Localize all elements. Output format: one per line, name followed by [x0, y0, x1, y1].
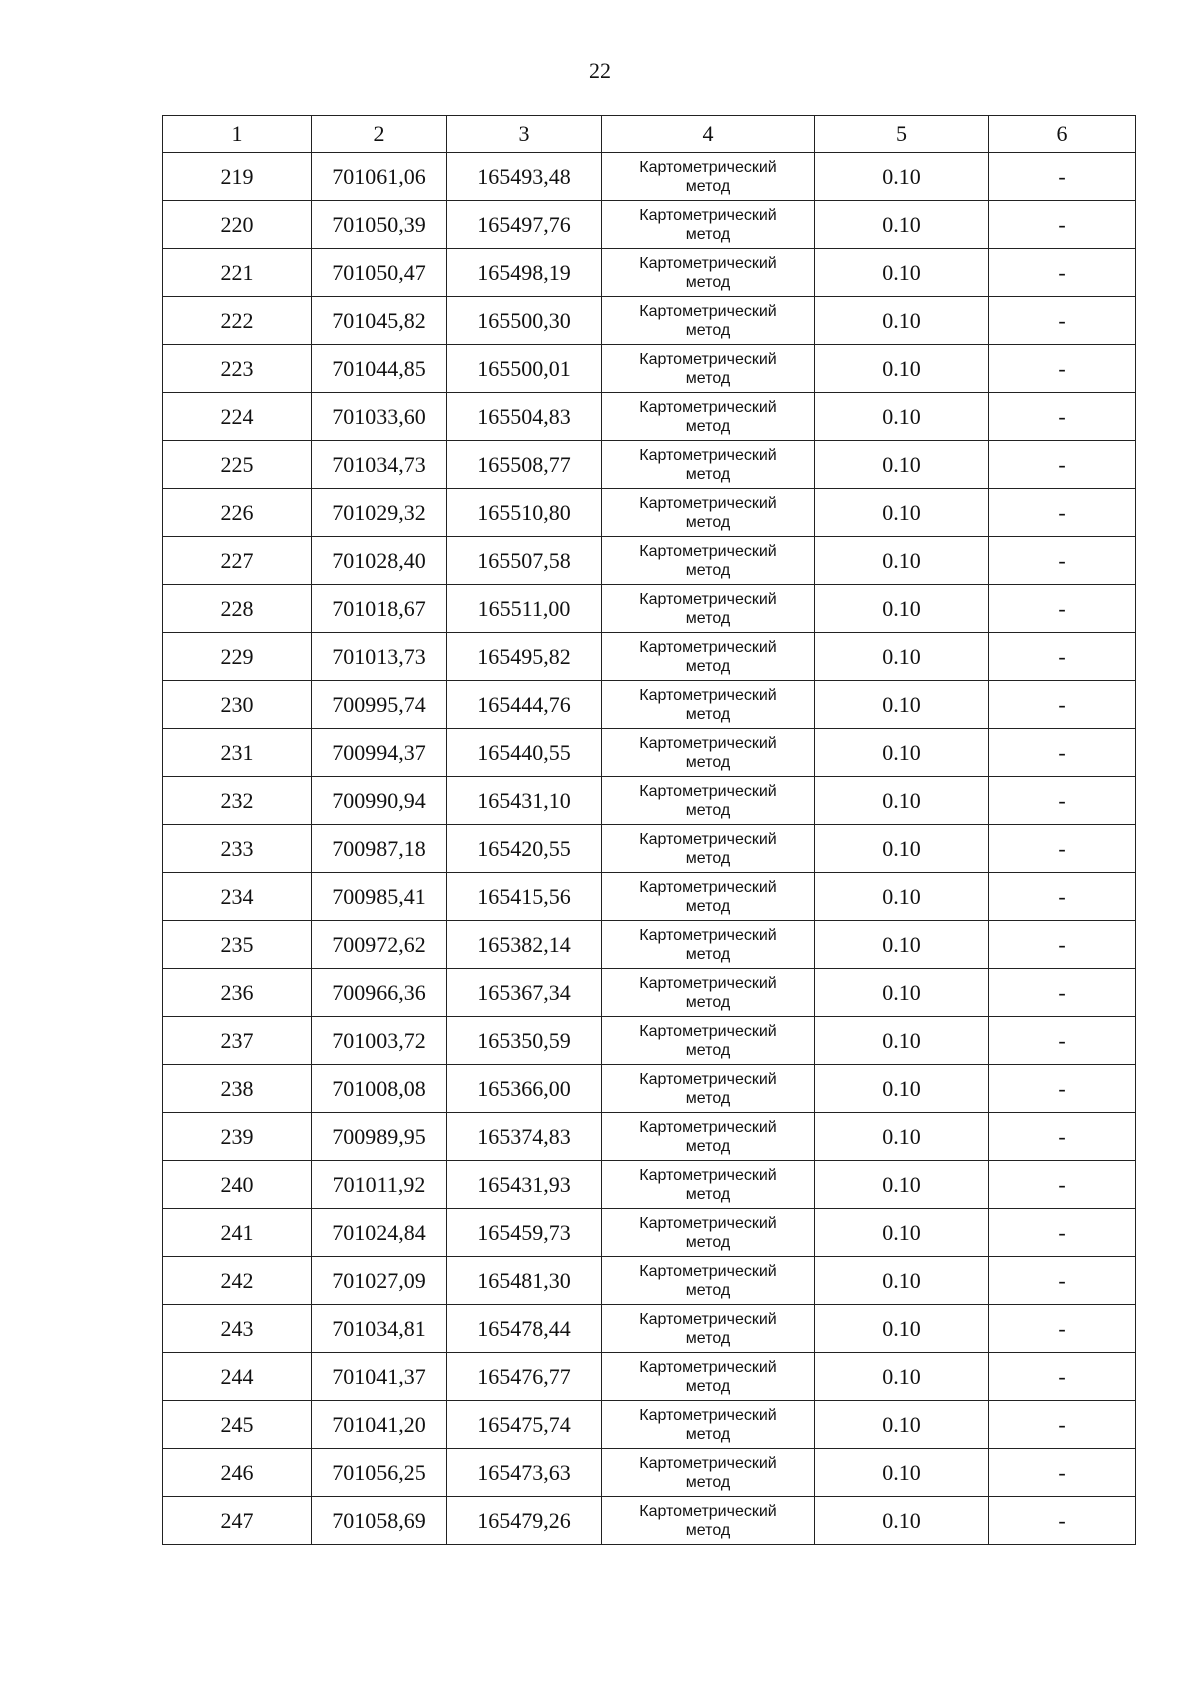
method-line: Картометрический [639, 398, 777, 416]
accuracy-cell: 0.10 [815, 873, 989, 921]
table-row [163, 1017, 1136, 1065]
point-number-cell: 221 [163, 249, 312, 297]
method-line: Картометрический [639, 1166, 777, 1184]
table-row [163, 345, 1136, 393]
table-row [163, 1161, 1136, 1209]
method-cell [602, 297, 815, 345]
method-cell [602, 921, 815, 969]
point-number-cell: 225 [163, 441, 312, 489]
method-cell [602, 537, 815, 585]
note-cell: - [989, 1161, 1136, 1209]
accuracy-cell: 0.10 [815, 489, 989, 537]
coordinate-x-cell: 701061,06 [312, 153, 447, 201]
table-row [163, 921, 1136, 969]
accuracy-cell: 0.10 [815, 1353, 989, 1401]
coordinate-x-cell: 701058,69 [312, 1497, 447, 1545]
point-number-cell: 241 [163, 1209, 312, 1257]
coordinate-x-cell: 700972,62 [312, 921, 447, 969]
method-line: метод [685, 705, 731, 723]
table-row [163, 681, 1136, 729]
table-row [163, 441, 1136, 489]
method-line: метод [685, 1425, 731, 1443]
method-cell [602, 1449, 815, 1497]
method-cell [602, 1113, 815, 1161]
note-cell: - [989, 1209, 1136, 1257]
note-cell: - [989, 1449, 1136, 1497]
method-line: Картометрический [639, 1358, 777, 1376]
coordinate-y-cell: 165478,44 [447, 1305, 602, 1353]
method-line: метод [685, 561, 731, 579]
coordinates-table [162, 115, 1136, 1545]
accuracy-cell: 0.10 [815, 1209, 989, 1257]
method-line: Картометрический [639, 590, 777, 608]
point-number-cell: 231 [163, 729, 312, 777]
coordinate-y-cell: 165366,00 [447, 1065, 602, 1113]
method-line: метод [685, 1521, 731, 1539]
method-line: метод [685, 1233, 731, 1251]
header-cell-3: 3 [447, 116, 602, 153]
table-row [163, 153, 1136, 201]
method-line: Картометрический [639, 302, 777, 320]
method-cell [602, 1257, 815, 1305]
point-number-cell: 219 [163, 153, 312, 201]
note-cell: - [989, 1065, 1136, 1113]
method-cell [602, 825, 815, 873]
coordinate-x-cell: 701044,85 [312, 345, 447, 393]
accuracy-cell: 0.10 [815, 585, 989, 633]
method-line: Картометрический [639, 878, 777, 896]
note-cell: - [989, 777, 1136, 825]
coordinate-x-cell: 700966,36 [312, 969, 447, 1017]
method-line: Картометрический [639, 686, 777, 704]
method-line: Картометрический [639, 1454, 777, 1472]
point-number-cell: 222 [163, 297, 312, 345]
method-line: метод [685, 369, 731, 387]
point-number-cell: 238 [163, 1065, 312, 1113]
coordinate-y-cell: 165476,77 [447, 1353, 602, 1401]
coordinate-x-cell: 700990,94 [312, 777, 447, 825]
note-cell: - [989, 153, 1136, 201]
coordinate-x-cell: 701050,39 [312, 201, 447, 249]
note-cell: - [989, 345, 1136, 393]
coordinate-y-cell: 165495,82 [447, 633, 602, 681]
coordinate-y-cell: 165493,48 [447, 153, 602, 201]
method-line: метод [685, 1473, 731, 1491]
coordinate-y-cell: 165500,01 [447, 345, 602, 393]
table-row [163, 1305, 1136, 1353]
note-cell: - [989, 633, 1136, 681]
header-cell-4: 4 [602, 116, 815, 153]
point-number-cell: 230 [163, 681, 312, 729]
table-row [163, 489, 1136, 537]
method-line: метод [685, 849, 731, 867]
accuracy-cell: 0.10 [815, 1497, 989, 1545]
accuracy-cell: 0.10 [815, 201, 989, 249]
table-row [163, 1257, 1136, 1305]
coordinate-x-cell: 701045,82 [312, 297, 447, 345]
coordinate-y-cell: 165475,74 [447, 1401, 602, 1449]
note-cell: - [989, 681, 1136, 729]
coordinate-x-cell: 700985,41 [312, 873, 447, 921]
point-number-cell: 223 [163, 345, 312, 393]
coordinate-x-cell: 700989,95 [312, 1113, 447, 1161]
accuracy-cell: 0.10 [815, 969, 989, 1017]
method-line: метод [685, 897, 731, 915]
point-number-cell: 242 [163, 1257, 312, 1305]
point-number-cell: 224 [163, 393, 312, 441]
coordinate-x-cell: 701018,67 [312, 585, 447, 633]
method-line: Картометрический [639, 734, 777, 752]
method-line: Картометрический [639, 350, 777, 368]
method-cell [602, 777, 815, 825]
table-row [163, 1401, 1136, 1449]
method-cell [602, 729, 815, 777]
point-number-cell: 233 [163, 825, 312, 873]
method-line: метод [685, 609, 731, 627]
point-number-cell: 229 [163, 633, 312, 681]
point-number-cell: 247 [163, 1497, 312, 1545]
note-cell: - [989, 1257, 1136, 1305]
method-line: метод [685, 657, 731, 675]
note-cell: - [989, 537, 1136, 585]
table-row [163, 1065, 1136, 1113]
point-number-cell: 240 [163, 1161, 312, 1209]
coordinate-x-cell: 701028,40 [312, 537, 447, 585]
method-line: метод [685, 225, 731, 243]
table-row [163, 297, 1136, 345]
method-cell [602, 393, 815, 441]
accuracy-cell: 0.10 [815, 633, 989, 681]
accuracy-cell: 0.10 [815, 1449, 989, 1497]
coordinate-y-cell: 165444,76 [447, 681, 602, 729]
method-line: Картометрический [639, 1502, 777, 1520]
note-cell: - [989, 1305, 1136, 1353]
method-cell [602, 633, 815, 681]
accuracy-cell: 0.10 [815, 1257, 989, 1305]
method-cell [602, 153, 815, 201]
coordinate-y-cell: 165504,83 [447, 393, 602, 441]
method-line: метод [685, 1185, 731, 1203]
header-cell-1: 1 [163, 116, 312, 153]
method-cell [602, 1017, 815, 1065]
coordinate-x-cell: 700994,37 [312, 729, 447, 777]
method-line: метод [685, 1089, 731, 1107]
method-cell [602, 1497, 815, 1545]
table-row [163, 1353, 1136, 1401]
method-line: метод [685, 945, 731, 963]
note-cell: - [989, 1497, 1136, 1545]
method-line: Картометрический [639, 1262, 777, 1280]
coordinate-y-cell: 165498,19 [447, 249, 602, 297]
point-number-cell: 236 [163, 969, 312, 1017]
accuracy-cell: 0.10 [815, 249, 989, 297]
note-cell: - [989, 825, 1136, 873]
method-line: метод [685, 1281, 731, 1299]
accuracy-cell: 0.10 [815, 441, 989, 489]
accuracy-cell: 0.10 [815, 393, 989, 441]
accuracy-cell: 0.10 [815, 729, 989, 777]
header-cell-6: 6 [989, 116, 1136, 153]
accuracy-cell: 0.10 [815, 537, 989, 585]
table-row [163, 825, 1136, 873]
header-cell-2: 2 [312, 116, 447, 153]
note-cell: - [989, 489, 1136, 537]
method-line: Картометрический [639, 1118, 777, 1136]
method-line: Картометрический [639, 494, 777, 512]
note-cell: - [989, 729, 1136, 777]
header-cell-5: 5 [815, 116, 989, 153]
coordinate-y-cell: 165507,58 [447, 537, 602, 585]
method-line: Картометрический [639, 1022, 777, 1040]
point-number-cell: 228 [163, 585, 312, 633]
coordinate-x-cell: 701034,73 [312, 441, 447, 489]
note-cell: - [989, 393, 1136, 441]
point-number-cell: 235 [163, 921, 312, 969]
coordinate-x-cell: 701013,73 [312, 633, 447, 681]
coordinate-x-cell: 701056,25 [312, 1449, 447, 1497]
accuracy-cell: 0.10 [815, 1017, 989, 1065]
coordinate-y-cell: 165431,93 [447, 1161, 602, 1209]
coordinate-x-cell: 701008,08 [312, 1065, 447, 1113]
accuracy-cell: 0.10 [815, 297, 989, 345]
coordinate-y-cell: 165382,14 [447, 921, 602, 969]
method-line: Картометрический [639, 446, 777, 464]
note-cell: - [989, 1113, 1136, 1161]
note-cell: - [989, 921, 1136, 969]
method-line: метод [685, 321, 731, 339]
method-line: метод [685, 1137, 731, 1155]
method-cell [602, 969, 815, 1017]
header-row [163, 116, 1136, 153]
point-number-cell: 244 [163, 1353, 312, 1401]
table-row [163, 537, 1136, 585]
coordinate-y-cell: 165440,55 [447, 729, 602, 777]
table-header [163, 116, 1136, 153]
note-cell: - [989, 873, 1136, 921]
method-cell [602, 1305, 815, 1353]
point-number-cell: 234 [163, 873, 312, 921]
coordinate-y-cell: 165415,56 [447, 873, 602, 921]
page-number: 22 [589, 58, 611, 83]
method-line: Картометрический [639, 974, 777, 992]
accuracy-cell: 0.10 [815, 1401, 989, 1449]
coordinate-y-cell: 165367,34 [447, 969, 602, 1017]
table-row [163, 201, 1136, 249]
method-line: метод [685, 273, 731, 291]
method-cell [602, 441, 815, 489]
table-row [163, 1497, 1136, 1545]
accuracy-cell: 0.10 [815, 1065, 989, 1113]
table-row [163, 249, 1136, 297]
coordinate-x-cell: 700987,18 [312, 825, 447, 873]
point-number-cell: 239 [163, 1113, 312, 1161]
accuracy-cell: 0.10 [815, 681, 989, 729]
method-line: метод [685, 177, 731, 195]
method-cell [602, 1353, 815, 1401]
method-cell [602, 1401, 815, 1449]
accuracy-cell: 0.10 [815, 153, 989, 201]
coordinate-x-cell: 700995,74 [312, 681, 447, 729]
method-cell [602, 201, 815, 249]
coordinate-y-cell: 165510,80 [447, 489, 602, 537]
coordinate-y-cell: 165511,00 [447, 585, 602, 633]
method-line: метод [685, 1329, 731, 1347]
method-cell [602, 489, 815, 537]
accuracy-cell: 0.10 [815, 921, 989, 969]
point-number-cell: 237 [163, 1017, 312, 1065]
coordinate-x-cell: 701024,84 [312, 1209, 447, 1257]
coordinate-y-cell: 165420,55 [447, 825, 602, 873]
coordinate-y-cell: 165374,83 [447, 1113, 602, 1161]
accuracy-cell: 0.10 [815, 777, 989, 825]
method-cell [602, 1161, 815, 1209]
point-number-cell: 226 [163, 489, 312, 537]
method-line: Картометрический [639, 254, 777, 272]
coordinate-x-cell: 701050,47 [312, 249, 447, 297]
note-cell: - [989, 1353, 1136, 1401]
note-cell: - [989, 1017, 1136, 1065]
table-row [163, 393, 1136, 441]
method-line: метод [685, 1377, 731, 1395]
coordinate-y-cell: 165508,77 [447, 441, 602, 489]
method-line: Картометрический [639, 1214, 777, 1232]
coordinate-x-cell: 701029,32 [312, 489, 447, 537]
note-cell: - [989, 201, 1136, 249]
method-cell [602, 1065, 815, 1113]
table-row [163, 585, 1136, 633]
table-row [163, 633, 1136, 681]
method-line: Картометрический [639, 638, 777, 656]
method-cell [602, 249, 815, 297]
method-line: Картометрический [639, 926, 777, 944]
coordinate-x-cell: 701011,92 [312, 1161, 447, 1209]
note-cell: - [989, 297, 1136, 345]
method-line: метод [685, 753, 731, 771]
coordinate-y-cell: 165459,73 [447, 1209, 602, 1257]
coordinate-x-cell: 701041,37 [312, 1353, 447, 1401]
point-number-cell: 246 [163, 1449, 312, 1497]
note-cell: - [989, 249, 1136, 297]
method-line: Картометрический [639, 830, 777, 848]
point-number-cell: 243 [163, 1305, 312, 1353]
method-line: метод [685, 465, 731, 483]
table-row [163, 1209, 1136, 1257]
method-line: Картометрический [639, 782, 777, 800]
method-cell [602, 873, 815, 921]
table-row [163, 1113, 1136, 1161]
note-cell: - [989, 585, 1136, 633]
table-row [163, 729, 1136, 777]
coordinate-x-cell: 701033,60 [312, 393, 447, 441]
method-line: метод [685, 417, 731, 435]
note-cell: - [989, 1401, 1136, 1449]
method-line: Картометрический [639, 1310, 777, 1328]
table-row [163, 873, 1136, 921]
method-line: метод [685, 513, 731, 531]
method-line: метод [685, 1041, 731, 1059]
coordinate-y-cell: 165479,26 [447, 1497, 602, 1545]
coordinate-y-cell: 165473,63 [447, 1449, 602, 1497]
table-row [163, 777, 1136, 825]
table-row [163, 1449, 1136, 1497]
coordinate-y-cell: 165431,10 [447, 777, 602, 825]
point-number-cell: 227 [163, 537, 312, 585]
method-cell [602, 681, 815, 729]
point-number-cell: 220 [163, 201, 312, 249]
method-cell [602, 585, 815, 633]
coordinate-x-cell: 701041,20 [312, 1401, 447, 1449]
method-line: Картометрический [639, 206, 777, 224]
method-cell [602, 1209, 815, 1257]
method-line: Картометрический [639, 1070, 777, 1088]
coordinate-y-cell: 165481,30 [447, 1257, 602, 1305]
accuracy-cell: 0.10 [815, 825, 989, 873]
coordinate-y-cell: 165497,76 [447, 201, 602, 249]
method-line: метод [685, 801, 731, 819]
coordinate-y-cell: 165350,59 [447, 1017, 602, 1065]
method-cell [602, 345, 815, 393]
coordinate-x-cell: 701027,09 [312, 1257, 447, 1305]
coordinate-x-cell: 701034,81 [312, 1305, 447, 1353]
table-row [163, 969, 1136, 1017]
method-line: Картометрический [639, 158, 777, 176]
point-number-cell: 245 [163, 1401, 312, 1449]
table-body [163, 153, 1136, 1545]
note-cell: - [989, 441, 1136, 489]
point-number-cell: 232 [163, 777, 312, 825]
accuracy-cell: 0.10 [815, 1113, 989, 1161]
method-line: метод [685, 993, 731, 1011]
accuracy-cell: 0.10 [815, 345, 989, 393]
note-cell: - [989, 969, 1136, 1017]
method-line: Картометрический [639, 542, 777, 560]
method-line: Картометрический [639, 1406, 777, 1424]
accuracy-cell: 0.10 [815, 1305, 989, 1353]
accuracy-cell: 0.10 [815, 1161, 989, 1209]
coordinate-x-cell: 701003,72 [312, 1017, 447, 1065]
coordinate-y-cell: 165500,30 [447, 297, 602, 345]
